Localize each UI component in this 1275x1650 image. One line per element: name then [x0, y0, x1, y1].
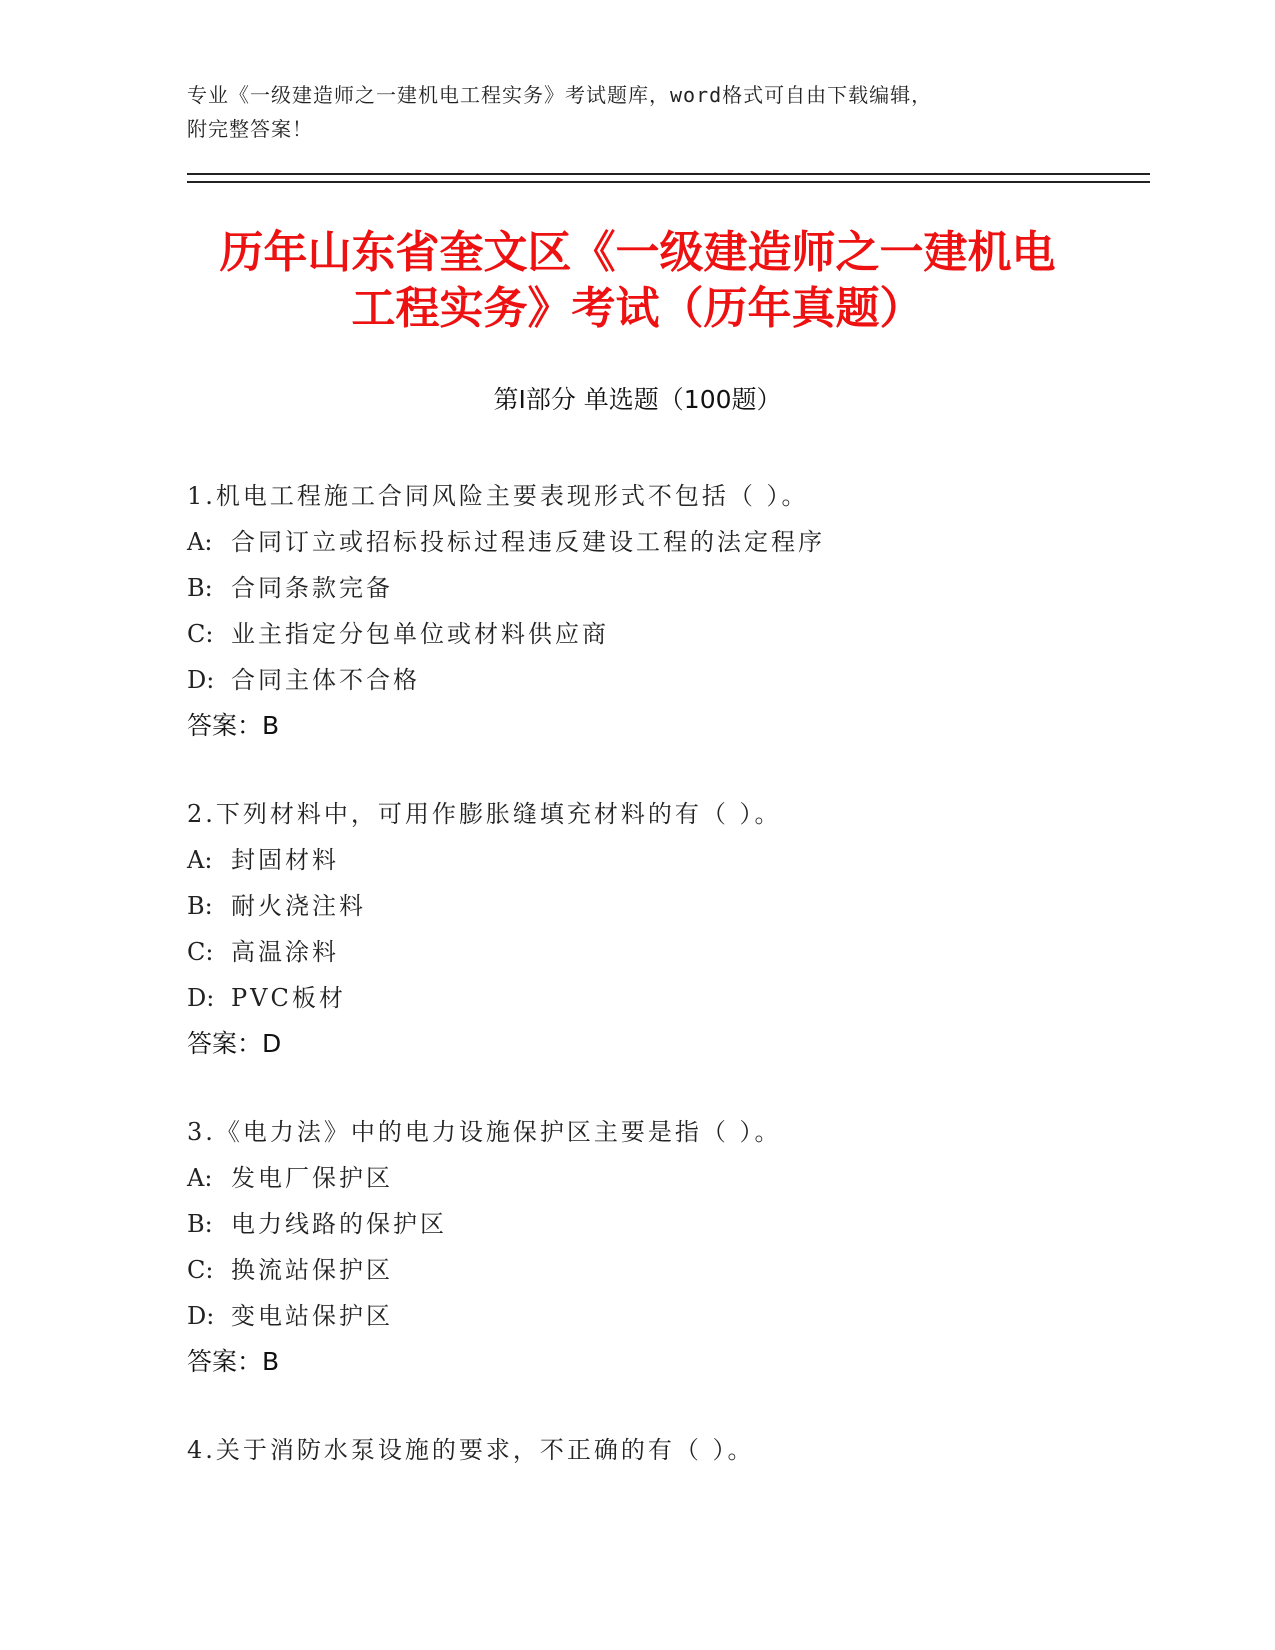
- answer: 答案：B: [187, 711, 280, 740]
- option-a: [187, 519, 1147, 565]
- header-note-line-1: 专业《一级建造师之一建机电工程实务》考试题库，word格式可自由下载编辑，: [187, 83, 933, 107]
- option-a: [187, 1155, 1147, 1201]
- option-text: 合同主体不合格: [231, 666, 420, 694]
- option-d: [187, 1293, 1147, 1339]
- option-text: 耐火浇注料: [231, 892, 366, 920]
- option-a: [187, 837, 1147, 883]
- option-text: PVC板材: [231, 984, 346, 1012]
- question-1: [187, 473, 1147, 749]
- header-note-line-2: 附完整答案！: [187, 117, 313, 141]
- option-letter: A:: [187, 846, 213, 874]
- option-letter: D:: [187, 1302, 215, 1330]
- question-stem: 2.下列材料中，可用作膨胀缝填充材料的有（ ）。: [187, 800, 782, 828]
- question-stem: 3.《电力法》中的电力设施保护区主要是指（ ）。: [187, 1118, 782, 1146]
- option-letter: C:: [187, 938, 214, 966]
- answer: 答案：D: [187, 1029, 282, 1058]
- question-stem: 4.关于消防水泵设施的要求，不正确的有（ ）。: [187, 1436, 755, 1464]
- option-d: [187, 975, 1147, 1021]
- option-b: [187, 1201, 1147, 1247]
- header-note: [187, 78, 1067, 146]
- option-text: 电力线路的保护区: [231, 1210, 447, 1238]
- section-title: 第Ⅰ部分 单选题（100题）: [493, 385, 782, 414]
- question-stem: 1.机电工程施工合同风险主要表现形式不包括（ ）。: [187, 482, 809, 510]
- option-letter: D:: [187, 984, 215, 1012]
- option-letter: C:: [187, 1256, 214, 1284]
- option-text: 合同条款完备: [231, 574, 393, 602]
- option-letter: B:: [187, 1210, 213, 1238]
- option-b: [187, 883, 1147, 929]
- option-text: 业主指定分包单位或材料供应商: [231, 620, 609, 648]
- option-c: [187, 611, 1147, 657]
- option-c: [187, 1247, 1147, 1293]
- option-c: [187, 929, 1147, 975]
- option-letter: B:: [187, 574, 213, 602]
- option-letter: C:: [187, 620, 214, 648]
- option-text: 合同订立或招标投标过程违反建设工程的法定程序: [231, 528, 825, 556]
- option-letter: B:: [187, 892, 213, 920]
- question-2: [187, 791, 1147, 1067]
- option-text: 变电站保护区: [231, 1302, 393, 1330]
- document-title-line-1: 历年山东省奎文区《一级建造师之一建机电: [219, 227, 1056, 278]
- option-letter: A:: [187, 1164, 213, 1192]
- option-text: 换流站保护区: [231, 1256, 393, 1284]
- question-4: [187, 1427, 1147, 1473]
- header-divider-bottom: [187, 181, 1150, 183]
- option-letter: D:: [187, 666, 215, 694]
- option-letter: A:: [187, 528, 213, 556]
- document-title: [150, 225, 1125, 337]
- option-b: [187, 565, 1147, 611]
- document-title-line-2: 工程实务》考试（历年真题）: [351, 283, 924, 334]
- question-3: [187, 1109, 1147, 1385]
- option-text: 高温涂料: [231, 938, 339, 966]
- option-text: 封固材料: [231, 846, 339, 874]
- option-d: [187, 657, 1147, 703]
- header-divider-top: [187, 173, 1150, 175]
- answer: 答案：B: [187, 1347, 280, 1376]
- option-text: 发电厂保护区: [231, 1164, 393, 1192]
